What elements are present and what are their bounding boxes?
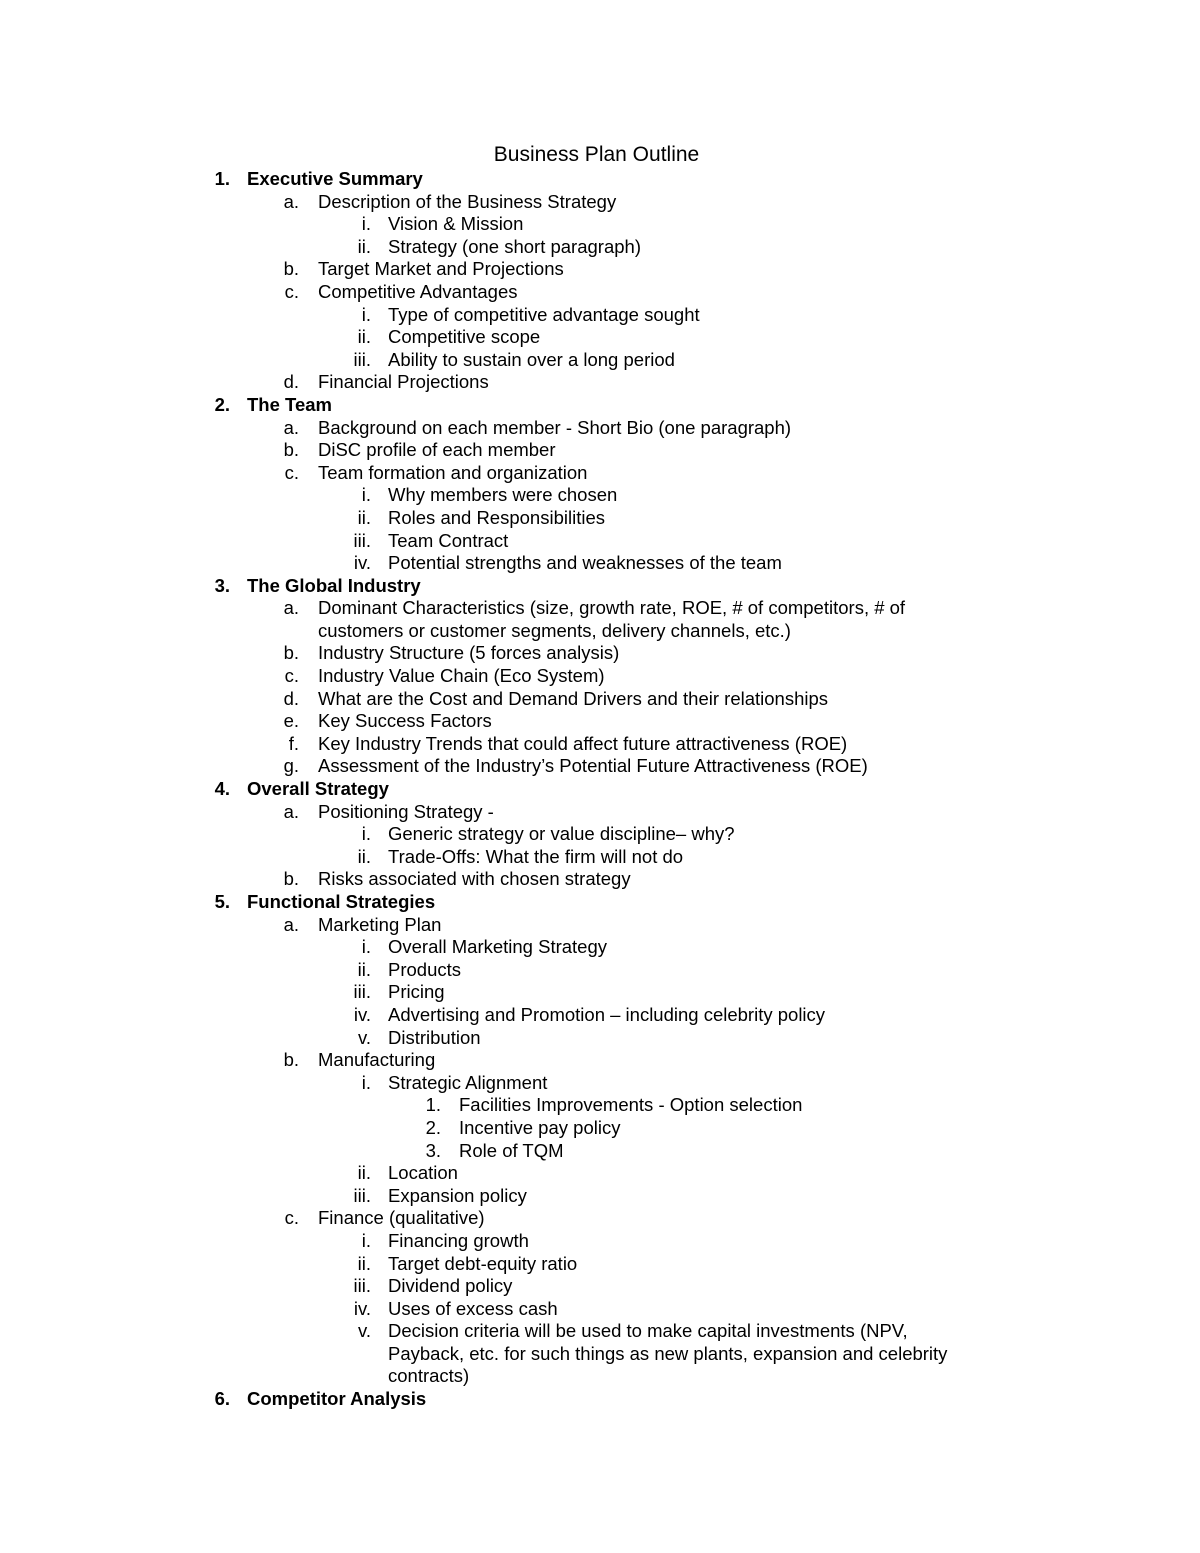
outline-item-marker: i. (361, 823, 371, 845)
outline-item-text: Why members were chosen (388, 484, 618, 506)
outline-item-text: Dominant Characteristics (size, growth rate, ROE, # of competitors, # of customers or customer segments, delivery channels, etc.) (318, 597, 906, 641)
outline-item-level-1 (0, 575, 1200, 598)
outline-item-marker: ii. (357, 326, 371, 348)
outline-item-marker: a. (283, 416, 299, 438)
outline-item-text: Facilities Improvements - Option selection (459, 1094, 803, 1116)
outline-item-text: Background on each member - Short Bio (one paragraph) (318, 416, 792, 438)
outline-item-marker: iii. (353, 981, 371, 1003)
outline-item-text: Strategy (one short paragraph) (388, 235, 641, 257)
outline-item-level-2 (0, 258, 1200, 281)
outline-item-level-3 (0, 1298, 1200, 1321)
outline-item-marker: a. (283, 800, 299, 822)
outline-item-text: Uses of excess cash (388, 1297, 558, 1319)
outline-item-marker: 3. (214, 574, 230, 596)
outline-item-level-2 (0, 801, 1200, 824)
outline-item-level-3 (0, 1162, 1200, 1185)
outline-item-level-3 (0, 1253, 1200, 1276)
outline-item-level-2 (0, 371, 1200, 394)
outline-item-marker: iii. (353, 348, 371, 370)
outline-item-text: Roles and Responsibilities (388, 506, 605, 528)
outline-item-marker: 1. (425, 1094, 441, 1116)
outline-item-level-3 (0, 823, 1200, 846)
outline-item-text: Location (388, 1162, 458, 1184)
outline-item-level-2 (0, 281, 1200, 304)
outline-item-marker: ii. (357, 1252, 371, 1274)
outline-item-text: What are the Cost and Demand Drivers and their relationships (318, 687, 829, 709)
outline-item-level-2 (0, 665, 1200, 688)
outline-item-text: Industry Structure (5 forces analysis) (318, 642, 620, 664)
outline-item-marker: g. (283, 755, 299, 777)
outline-item-text: Executive Summary (247, 168, 423, 189)
outline-item-marker: a. (283, 190, 299, 212)
outline-item-marker: i. (361, 213, 371, 235)
outline-item-level-2 (0, 642, 1200, 665)
outline-item-text: Role of TQM (459, 1139, 564, 1161)
outline-item-marker: d. (283, 687, 299, 709)
outline-item-marker: c. (284, 1207, 299, 1229)
outline-item-text: Dividend policy (388, 1275, 513, 1297)
outline-item-level-2 (0, 597, 1200, 642)
outline-item-text: DiSC profile of each member (318, 439, 556, 461)
outline-item-marker: 1. (214, 168, 230, 189)
outline-item-text: Competitor Analysis (247, 1388, 427, 1410)
outline-item-text: Overall Marketing Strategy (388, 936, 608, 958)
outline-item-text: Key Industry Trends that could affect future attractiveness (ROE) (318, 732, 848, 754)
outline-item-marker: iv. (353, 552, 371, 574)
outline-item-text: Expansion policy (388, 1184, 527, 1206)
outline-item-marker: ii. (357, 958, 371, 980)
outline-item-text: Type of competitive advantage sought (388, 303, 700, 325)
outline-item-marker: 2. (425, 1116, 441, 1138)
outline-item-level-2 (0, 1207, 1200, 1230)
outline-item-text: Key Success Factors (318, 710, 492, 732)
outline-item-text: Finance (qualitative) (318, 1207, 485, 1229)
outline-item-level-3 (0, 326, 1200, 349)
outline-item-level-3 (0, 530, 1200, 553)
outline-item-marker: iii. (353, 1275, 371, 1297)
outline-item-marker: c. (284, 665, 299, 687)
outline-item-text: Incentive pay policy (459, 1116, 621, 1138)
outline-item-marker: i. (361, 1229, 371, 1251)
outline-item-text: Distribution (388, 1026, 481, 1048)
outline-item-marker: b. (283, 642, 299, 664)
outline-item-text: Overall Strategy (247, 778, 389, 800)
outline-item-level-1 (0, 394, 1200, 417)
outline-item-text: Pricing (388, 981, 445, 1003)
outline-item-marker: iv. (353, 1003, 371, 1025)
outline-item-level-4 (0, 1094, 1200, 1117)
outline-item-level-1 (0, 778, 1200, 801)
outline-item-marker: iii. (353, 1184, 371, 1206)
outline-item-text: Marketing Plan (318, 913, 442, 935)
outline-item-level-3 (0, 1027, 1200, 1050)
outline-item-level-3 (0, 846, 1200, 869)
outline-item-text: Target debt-equity ratio (388, 1252, 578, 1274)
outline-item-level-2 (0, 462, 1200, 485)
outline-item-level-3 (0, 936, 1200, 959)
outline-item-text: Risks associated with chosen strategy (318, 868, 631, 890)
outline-item-marker: 4. (214, 778, 230, 800)
outline-item-marker: iii. (353, 529, 371, 551)
outline-item-level-2 (0, 417, 1200, 440)
outline-item-level-4 (0, 1117, 1200, 1140)
outline-item-text: Ability to sustain over a long period (388, 348, 675, 370)
outline-item-level-3 (0, 1185, 1200, 1208)
outline-item-marker: 6. (214, 1388, 230, 1410)
outline-item-marker: i. (361, 484, 371, 506)
outline-item-marker: i. (361, 303, 371, 325)
outline-item-text: The Team (247, 393, 332, 415)
outline-item-text: Target Market and Projections (318, 258, 564, 280)
outline-item-marker: i. (361, 936, 371, 958)
outline-item-marker: ii. (357, 1162, 371, 1184)
outline-item-level-2 (0, 710, 1200, 733)
outline-item-level-3 (0, 1275, 1200, 1298)
outline-item-marker: e. (283, 710, 299, 732)
outline-item-level-3 (0, 484, 1200, 507)
outline-item-marker: f. (288, 732, 299, 754)
outline-item-marker: ii. (357, 506, 371, 528)
outline-item-text: Team Contract (388, 529, 509, 551)
outline-item-level-2 (0, 1049, 1200, 1072)
outline-item-text: Assessment of the Industry’s Potential Future Attractiveness (ROE) (318, 755, 868, 777)
document-title: Business Plan Outline (493, 143, 700, 166)
outline-item-text: Potential strengths and weaknesses of the team (388, 552, 782, 574)
outline-item-level-3 (0, 1004, 1200, 1027)
outline-item-text: Team formation and organization (318, 461, 588, 483)
outline-item-marker: v. (357, 1026, 371, 1048)
outline-item-level-4 (0, 1140, 1200, 1163)
outline-item-marker: 3. (425, 1139, 441, 1161)
outline-item-text: Trade-Offs: What the firm will not do (388, 845, 684, 867)
outline-item-marker: b. (283, 868, 299, 890)
outline-item-level-3 (0, 213, 1200, 236)
outline-item-text: Financial Projections (318, 371, 489, 393)
outline-item-level-3 (0, 304, 1200, 327)
outline-item-marker: i. (361, 1071, 371, 1093)
outline-item-level-1 (0, 1388, 1200, 1411)
outline-item-text: Description of the Business Strategy (318, 190, 617, 212)
outline-item-marker: ii. (357, 845, 371, 867)
outline-item-marker: 2. (214, 393, 230, 415)
outline-item-level-3 (0, 1230, 1200, 1253)
outline-item-text: Vision & Mission (388, 213, 524, 235)
outline-item-marker: b. (283, 1049, 299, 1071)
outline-item-text: Positioning Strategy - (318, 800, 494, 822)
outline-item-level-2 (0, 868, 1200, 891)
outline-item-level-2 (0, 688, 1200, 711)
outline-item-marker: a. (283, 597, 299, 619)
outline-item-level-3 (0, 959, 1200, 982)
outline-item-marker: b. (283, 439, 299, 461)
outline-item-level-1 (0, 891, 1200, 914)
outline-item-marker: b. (283, 258, 299, 280)
outline-item-level-3 (0, 981, 1200, 1004)
outline-item-text: The Global Industry (247, 574, 421, 596)
outline-item-text: Decision criteria will be used to make capital investments (NPV, Payback, etc. for such things as new plants, expansion and celebrity contracts) (388, 1320, 948, 1387)
outline-item-marker: iv. (353, 1297, 371, 1319)
outline-item-text: Financing growth (388, 1229, 529, 1251)
outline-item-text: Functional Strategies (247, 891, 436, 912)
outline-item-level-2 (0, 733, 1200, 756)
outline-item-marker: ii. (357, 235, 371, 257)
outline-item-marker: c. (284, 461, 299, 483)
outline-item-text: Products (388, 958, 462, 980)
outline-item-marker: 5. (214, 891, 230, 912)
outline-item-text: Advertising and Promotion – including celebrity policy (388, 1003, 826, 1025)
outline-item-marker: a. (283, 913, 299, 935)
outline-item-level-3 (0, 507, 1200, 530)
outline-item-text: Generic strategy or value discipline– why? (388, 823, 735, 845)
outline-item-level-3 (0, 349, 1200, 372)
outline-item-marker: c. (284, 280, 299, 302)
outline-item-level-2 (0, 439, 1200, 462)
outline-item-level-2 (0, 191, 1200, 214)
outline-item-marker: v. (357, 1320, 371, 1342)
outline-item-level-3 (0, 236, 1200, 259)
outline-item-level-3 (0, 1320, 1200, 1388)
outline-item-level-3 (0, 552, 1200, 575)
outline-item-marker: d. (283, 371, 299, 393)
outline-item-text: Competitive scope (388, 326, 541, 348)
outline-item-level-2 (0, 914, 1200, 937)
outline-item-text: Manufacturing (318, 1049, 436, 1071)
outline-item-text: Strategic Alignment (388, 1071, 548, 1093)
outline-list (0, 168, 1200, 1411)
outline-item-level-2 (0, 755, 1200, 778)
outline-item-level-1 (0, 168, 1200, 191)
outline-item-level-3 (0, 1072, 1200, 1095)
outline-item-text: Competitive Advantages (318, 280, 518, 302)
outline-item-text: Industry Value Chain (Eco System) (318, 665, 605, 687)
